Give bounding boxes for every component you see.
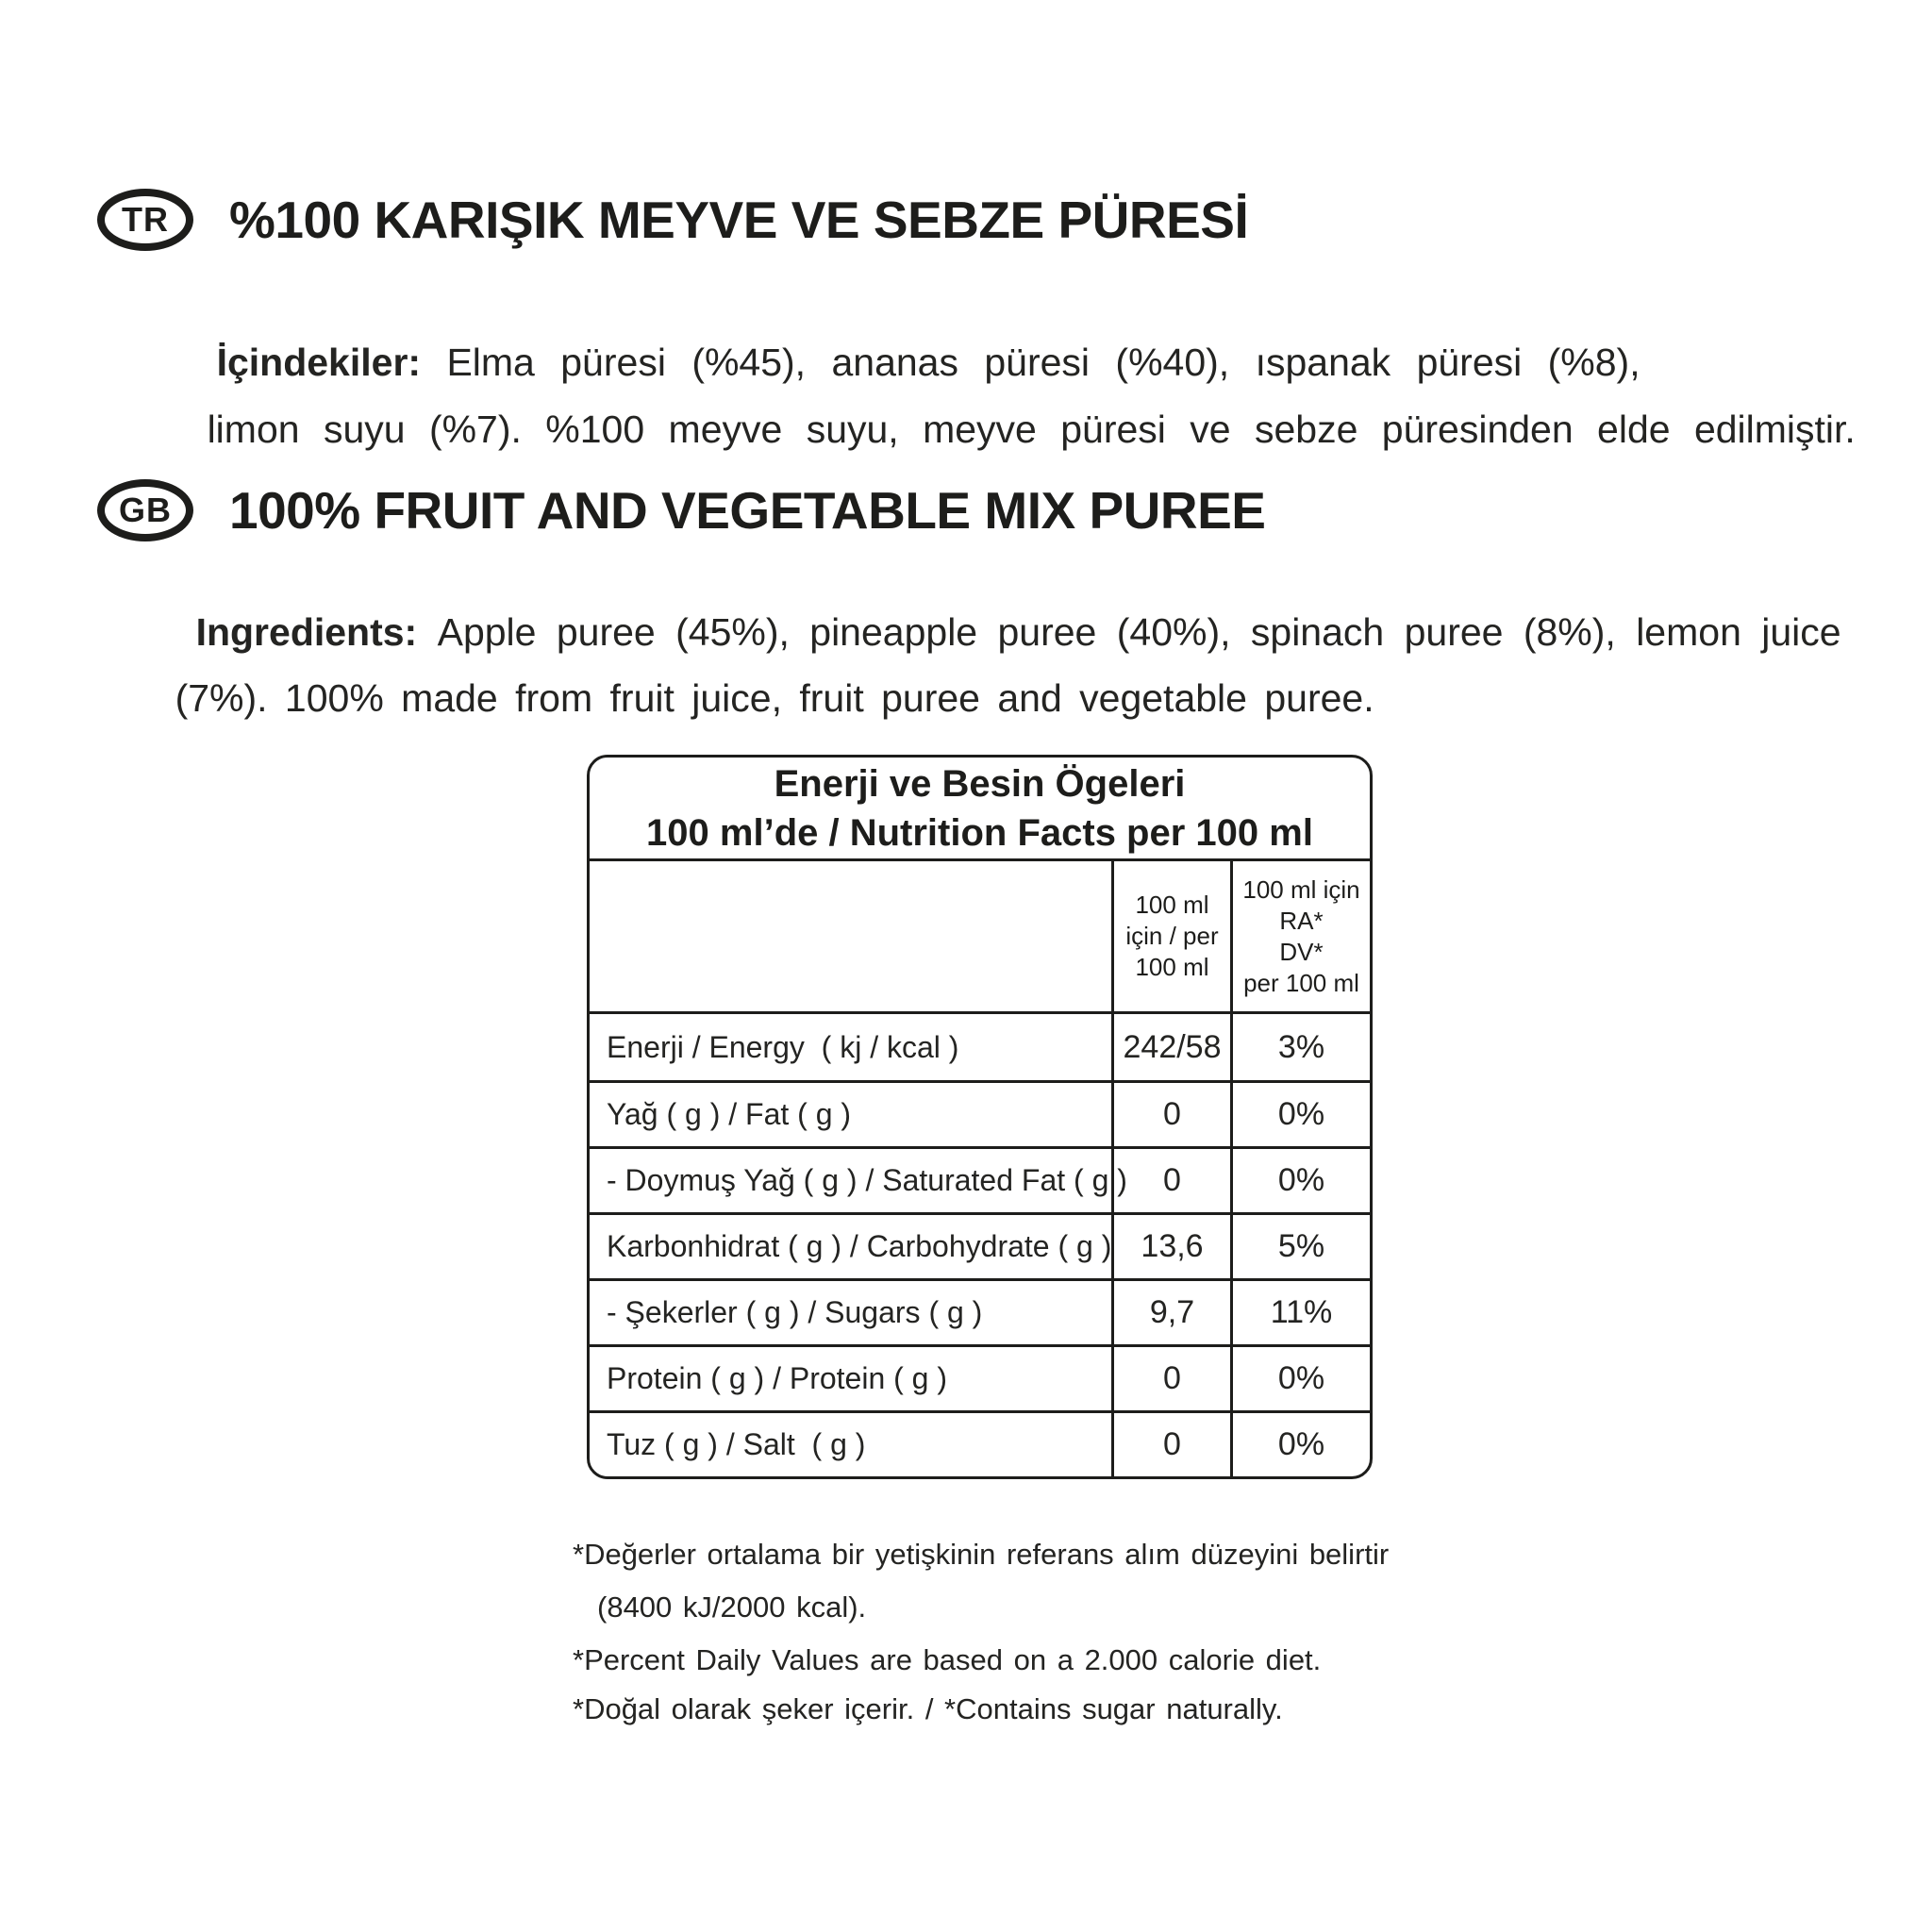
row-value: 0 <box>1163 1162 1181 1198</box>
row-value: 13,6 <box>1141 1228 1204 1264</box>
col2-header-line: 100 ml <box>1135 953 1209 981</box>
tr-ingredients-line2 <box>111 363 1856 496</box>
nutrition-row-carbohydrate <box>590 1212 1370 1278</box>
nutrition-row-saturated-fat <box>590 1146 1370 1212</box>
row-label: - Doymuş Yağ ( g ) / Saturated Fat ( g ) <box>607 1163 1127 1197</box>
gb-heading-row <box>97 479 1265 541</box>
gb-ingredients-line2 <box>106 632 1374 765</box>
nutrition-table-title <box>590 758 1370 861</box>
gb-ingredients-label: Ingredients: <box>195 610 438 654</box>
row-label: Yağ ( g ) / Fat ( g ) <box>607 1097 852 1131</box>
col3-header-line: per 100 ml <box>1243 968 1359 997</box>
row-dv: 0% <box>1277 1162 1325 1198</box>
row-dv: 0% <box>1277 1426 1325 1462</box>
footnote-reference-intake-tr: *Değerler ortalama bir yetişkinin referans alım düzeyini belirtir <box>573 1538 1390 1571</box>
col3-header-line: RA* <box>1279 906 1324 935</box>
nutrition-table-title-line2: 100 ml’de / Nutrition Facts per 100 ml <box>646 811 1313 854</box>
column-header-daily-value <box>1230 861 1370 1011</box>
row-dv: 3% <box>1277 1028 1325 1065</box>
tr-ingredients-label: İçindekiler: <box>216 341 447 384</box>
col3-header-line: DV* <box>1279 937 1324 966</box>
gb-ingredients-text1: Apple puree (45%), pineapple puree (40%), spinach puree (8%), lemon juice <box>437 610 1841 654</box>
nutrition-facts-table <box>587 755 1373 1479</box>
nutrition-row-fat <box>590 1080 1370 1146</box>
col2-header-line: 100 ml <box>1135 891 1209 919</box>
gb-product-title: 100% FRUIT AND VEGETABLE MIX PUREE <box>229 481 1266 540</box>
footnote-natural-sugar: *Doğal olarak şeker içerir. / *Contains sugar naturally. <box>573 1692 1283 1725</box>
row-value: 0 <box>1163 1096 1181 1132</box>
row-value: 9,7 <box>1149 1294 1195 1330</box>
row-label: Enerji / Energy ( kj / kcal ) <box>607 1029 959 1064</box>
row-value: 0 <box>1163 1360 1181 1396</box>
tr-heading-row <box>97 189 1248 251</box>
footnote-reference-intake-values: (8400 kJ/2000 kcal). <box>597 1591 867 1624</box>
row-label: - Şekerler ( g ) / Sugars ( g ) <box>607 1295 983 1329</box>
footnote-daily-values-en: *Percent Daily Values are based on a 2.000 calorie diet. <box>573 1643 1322 1676</box>
row-dv: 0% <box>1277 1096 1325 1132</box>
gb-ingredients-text2: (7%). 100% made from fruit juice, fruit puree and vegetable puree. <box>175 676 1374 720</box>
col3-header-line: 100 ml için <box>1242 874 1360 904</box>
nutrition-row-protein <box>590 1344 1370 1410</box>
row-label: Karbonhidrat ( g ) / Carbohydrate ( g ) <box>607 1229 1112 1263</box>
row-label: Tuz ( g ) / Salt ( g ) <box>607 1427 866 1461</box>
row-label: Protein ( g ) / Protein ( g ) <box>607 1361 948 1395</box>
row-value: 242/58 <box>1123 1028 1222 1065</box>
nutrition-table-column-headers <box>590 861 1370 1014</box>
tr-product-title: %100 KARIŞIK MEYVE VE SEBZE PÜRESİ <box>229 191 1249 249</box>
tr-ingredients-text2: limon suyu (%7). %100 meyve suyu, meyve püresi ve sebze püresinden elde edilmiştir. <box>207 408 1856 451</box>
tr-ingredients-text1: Elma püresi (%45), ananas püresi (%40), ıspanak püresi (%8), <box>446 341 1641 384</box>
row-dv: 5% <box>1277 1228 1325 1264</box>
tr-language-badge: TR <box>97 189 193 251</box>
row-dv: 0% <box>1277 1360 1325 1396</box>
col2-header-line: için / per <box>1125 922 1219 950</box>
row-value: 0 <box>1163 1426 1181 1462</box>
gb-language-badge: GB <box>97 479 193 541</box>
column-header-empty <box>590 861 1111 1011</box>
nutrition-row-sugars <box>590 1278 1370 1344</box>
nutrition-row-energy <box>590 1014 1370 1080</box>
nutrition-table-title-line1: Enerji ve Besin Ögeleri <box>774 762 1186 805</box>
nutrition-row-salt <box>590 1410 1370 1476</box>
column-header-per-100ml <box>1111 861 1230 1011</box>
row-dv: 11% <box>1270 1294 1333 1330</box>
